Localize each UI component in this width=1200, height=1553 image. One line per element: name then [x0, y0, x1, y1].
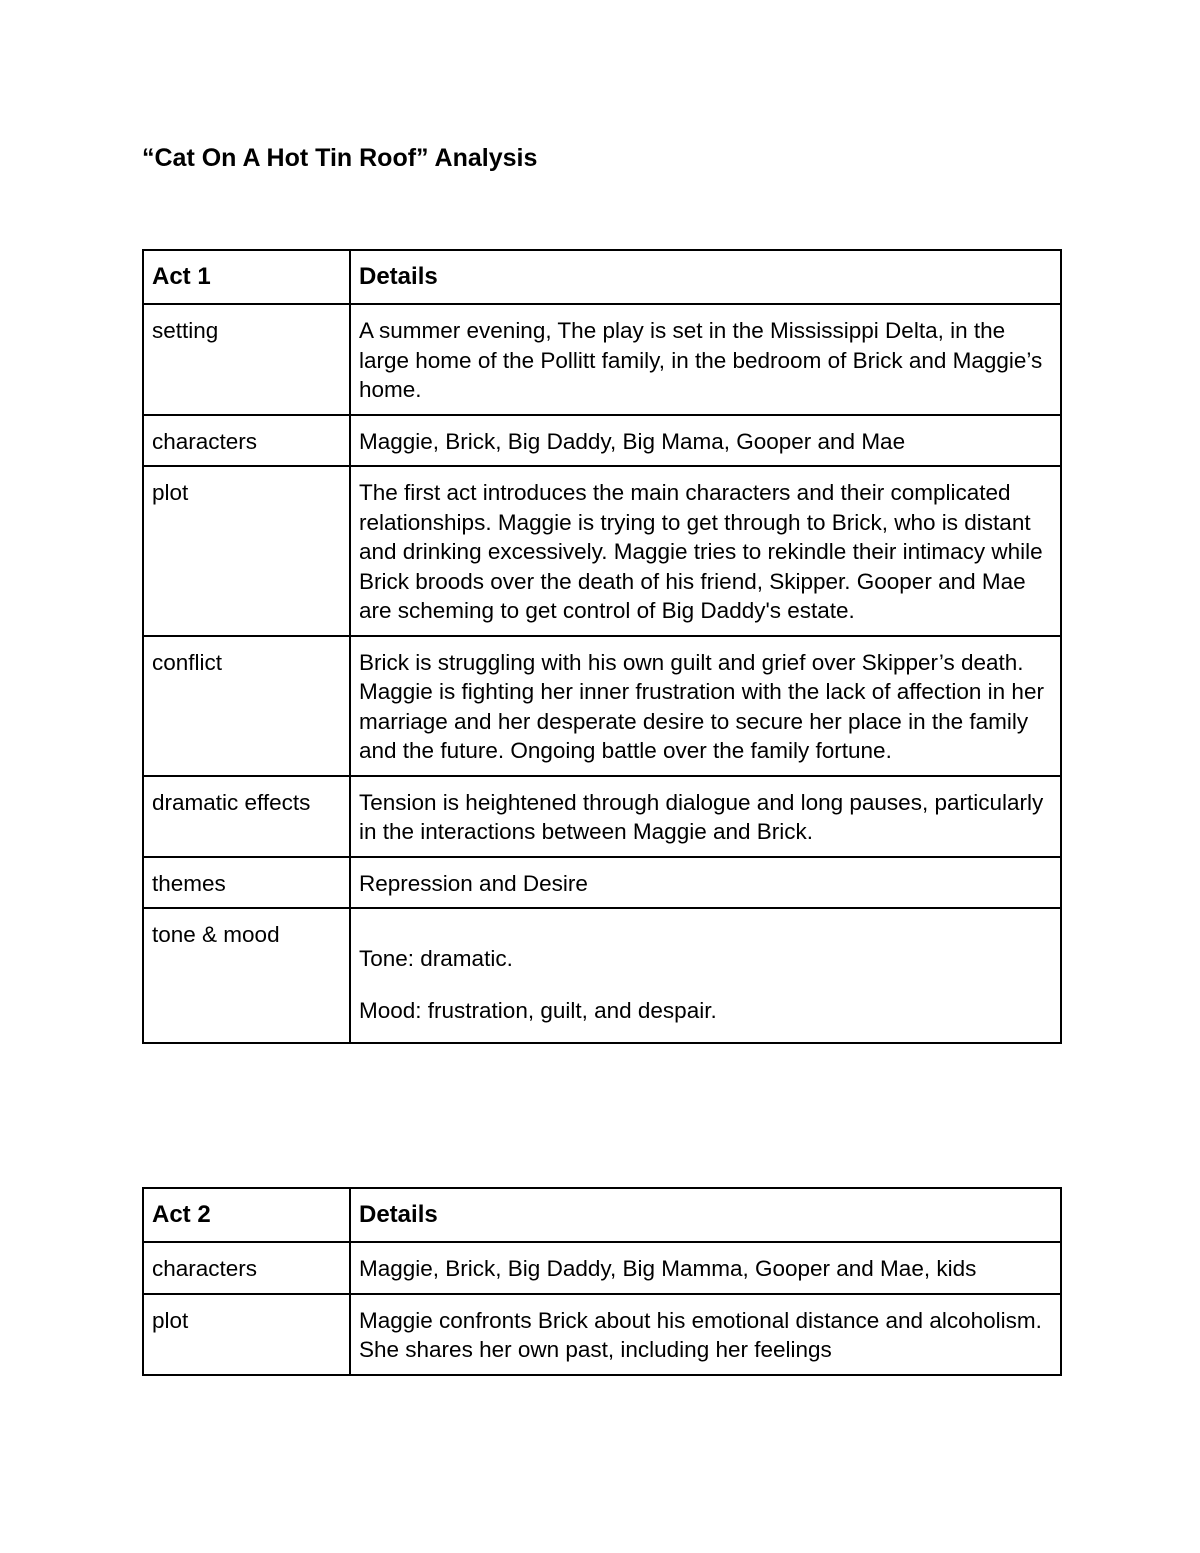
row-label: characters	[143, 1242, 350, 1294]
table-row	[143, 1242, 1061, 1294]
details-heading: Details	[350, 1188, 1061, 1242]
table-row	[143, 1294, 1061, 1375]
row-details: Tension is heightened through dialogue and long pauses, particularly in the interactions between Maggie and Brick.	[350, 776, 1061, 857]
row-label: setting	[143, 304, 350, 415]
row-label: plot	[143, 466, 350, 636]
details-heading: Details	[350, 250, 1061, 304]
act-2-table	[142, 1187, 1062, 1376]
table-header-row	[143, 1188, 1061, 1242]
row-details: Maggie, Brick, Big Daddy, Big Mamma, Gooper and Mae, kids	[350, 1242, 1061, 1294]
tone-text: Tone: dramatic.	[359, 946, 513, 971]
act-heading: Act 1	[143, 250, 350, 304]
table-row	[143, 415, 1061, 467]
table-row	[143, 636, 1061, 776]
row-details	[350, 908, 1061, 1043]
row-details: A summer evening, The play is set in the Mississippi Delta, in the large home of the Pollitt family, in the bedroom of Brick and Maggie’s home.	[350, 304, 1061, 415]
table-row	[143, 304, 1061, 415]
mood-text: Mood: frustration, guilt, and despair.	[359, 997, 717, 1023]
row-label: characters	[143, 415, 350, 467]
act-heading: Act 2	[143, 1188, 350, 1242]
row-details: Maggie, Brick, Big Daddy, Big Mama, Gooper and Mae	[350, 415, 1061, 467]
row-details: Brick is struggling with his own guilt and grief over Skipper’s death. Maggie is fighting her inner frustration with the lack of affection in her marriage and her desperate desire to secure her place in the family and the future. Ongoing battle over the family fortune.	[350, 636, 1061, 776]
table-row	[143, 466, 1061, 636]
page-title: “Cat On A Hot Tin Roof” Analysis	[142, 144, 538, 172]
row-label: dramatic effects	[143, 776, 350, 857]
table-row	[143, 857, 1061, 909]
row-details: Maggie confronts Brick about his emotional distance and alcoholism. She shares her own past, including her feelings	[350, 1294, 1061, 1375]
row-label: conflict	[143, 636, 350, 776]
table-row	[143, 908, 1061, 1043]
row-label: themes	[143, 857, 350, 909]
row-details: The first act introduces the main characters and their complicated relationships. Maggie is trying to get through to Brick, who is distant and drinking excessively. Maggie tries to rekindle their intimacy while Brick broods over the death of his friend, Skipper. Gooper and Mae are scheming to get control of Big Daddy's estate.	[350, 466, 1061, 636]
act-1-table	[142, 249, 1062, 1044]
row-label: tone & mood	[143, 908, 350, 1043]
table-row	[143, 776, 1061, 857]
row-label: plot	[143, 1294, 350, 1375]
row-details: Repression and Desire	[350, 857, 1061, 909]
table-header-row	[143, 250, 1061, 304]
